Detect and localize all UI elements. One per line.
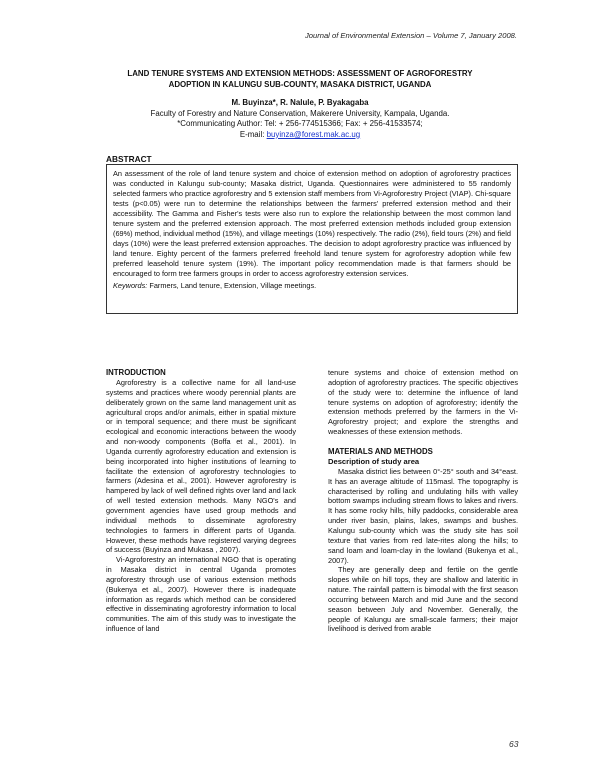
left-column: [106, 368, 296, 634]
methods-paragraph-2: They are generally deep and fertile on the gentle slopes while on hill tops, they are shallow and lateritic in nature. The rainfall pattern is bimodal with the first season occurring between March and mid June and the second season between July and November. Generally, the people of Kalungu are small-scale farmers; their major livelihood is derived from arable: [328, 565, 518, 634]
title-line-1: LAND TENURE SYSTEMS AND EXTENSION METHODS: ASSESSMENT OF AGROFORESTRY: [127, 69, 473, 78]
keywords-label: Keywords:: [113, 281, 148, 291]
intro-paragraph-1: Agroforestry is a collective name for all land-use systems and practices where woody perennial plants are deliberately grown on the same land management unit as agricultural crops and/or animals, either in spatial mixture or in temporal sequence; and there must be significant ecological and economic interactions between the woody and non-woody components (Boffa et al., 2001). In Uganda currently agroforestry education and extension is being incorporated into higher institutions of learning to facilitate the extension of agroforestry technologies to farmers (Adesina et al., 2001). However agroforestry is hampered by lack of well defined rights over land and lack of well tested extension methods. Many NGO's and government agencies have used group methods and individual methods to disseminate agroforestry technologies to farmers in different parts of Uganda. However, these methods have registered varying degrees of success (Buyinza and Mukasa , 2007).: [106, 378, 296, 555]
abstract-box: [106, 164, 518, 314]
study-area-heading: Description of study area: [328, 456, 420, 466]
methods-paragraph-1: Masaka district lies between 0°-25° south and 34°east. It has an average altitude of 115masl. The topography is characterised by rolling and undulating hills with valley bottom swamps including stream flows to lakes and rivers. It has some rocky hills, hilly paddocks, considerable area under river basin, plains, lakes, swamps and bushes. Kalungu sub-county which was the study site has soil texture that varies from red late-rites along the hills; to sand loam and loam-clay in the lowland (Bukenya et al., 2007).: [328, 466, 518, 565]
email-line: [80, 130, 520, 141]
title-line-2: ADOPTION IN KALUNGU SUB-COUNTY, MASAKA DISTRICT, UGANDA: [168, 79, 432, 89]
email-label: E-mail:: [239, 129, 265, 139]
author-block: [80, 98, 520, 140]
introduction-heading: INTRODUCTION: [106, 368, 166, 377]
intro-paragraph-3: tenure systems and choice of extension method on adoption of agroforestry practices. The specific objectives of the study were to: determine the influence of land tenure systems on adoption of agroforestry; identify the extension methods preferred by the farmers in the Vi-Agroforestry project; and explore the strengths and weaknesses of these extension methods.: [328, 368, 518, 437]
abstract-text: An assessment of the role of land tenure system and choice of extension method on adoption of agroforestry practices was conducted in Kalungu sub-county; Masaka district, Uganda. Questionnaires were administered to 55 randomly selected farmers who practice agroforestry and 5 extension staff members from Vi-Agroforestry Project (VIAP). Chi-square tests (p<0.05) were run to determine the relationships between the farmers' preferred extension method and their accessibility. The Gamma and Fisher's tests were also run to explore the relationship between the most common land tenure system and the preferred extension approach. The most preferred extension methods included group extension (69%) method, individual method (15%), and village meetings (10%) respectively. The radio (2%), field tours (2%) and field days (10%) were the least preferred extension approaches. The decision to adopt agroforestry practice was influenced by land tenure. Eighty percent of the farmers preferred freehold land tenure system for agroforestry adoption while few preferred leasehold tenure system (19%). The important policy recommendation made is that farmers should be encouraged to form tree farmers groups in order to access agroforestry extension services.: [113, 169, 511, 278]
methods-heading: MATERIALS AND METHODS: [328, 446, 433, 456]
paper-title: [90, 69, 510, 91]
page-number: 63: [509, 739, 519, 749]
keywords-text: Farmers, Land tenure, Extension, Village meetings.: [149, 281, 317, 291]
email-link[interactable]: buyinza@forest.mak.ac.ug: [266, 129, 361, 139]
keywords: [113, 281, 511, 291]
right-column: [328, 368, 518, 634]
abstract-heading: ABSTRACT: [106, 154, 152, 164]
affiliation: Faculty of Forestry and Nature Conservation, Makerere University, Kampala, Uganda.: [150, 108, 450, 118]
journal-header: Journal of Environmental Extension – Volume 7, January 2008.: [304, 31, 517, 40]
author-names: M. Buyinza*, R. Nalule, P. Byakagaba: [231, 98, 369, 107]
corresponding-author: *Communicating Author: Tel: + 256-774515366; Fax: + 256-41533574;: [177, 119, 423, 129]
intro-paragraph-2: Vi-Agroforestry an international NGO that is operating in Masaka district in central Uganda promotes agroforestry through use of various extension methods (Bukenya et al., 2007). However there is inadequate information as regards which method can be considered effective in disseminating agroforestry information to local communities. The aim of this study was to investigate the influence of land: [106, 555, 296, 634]
